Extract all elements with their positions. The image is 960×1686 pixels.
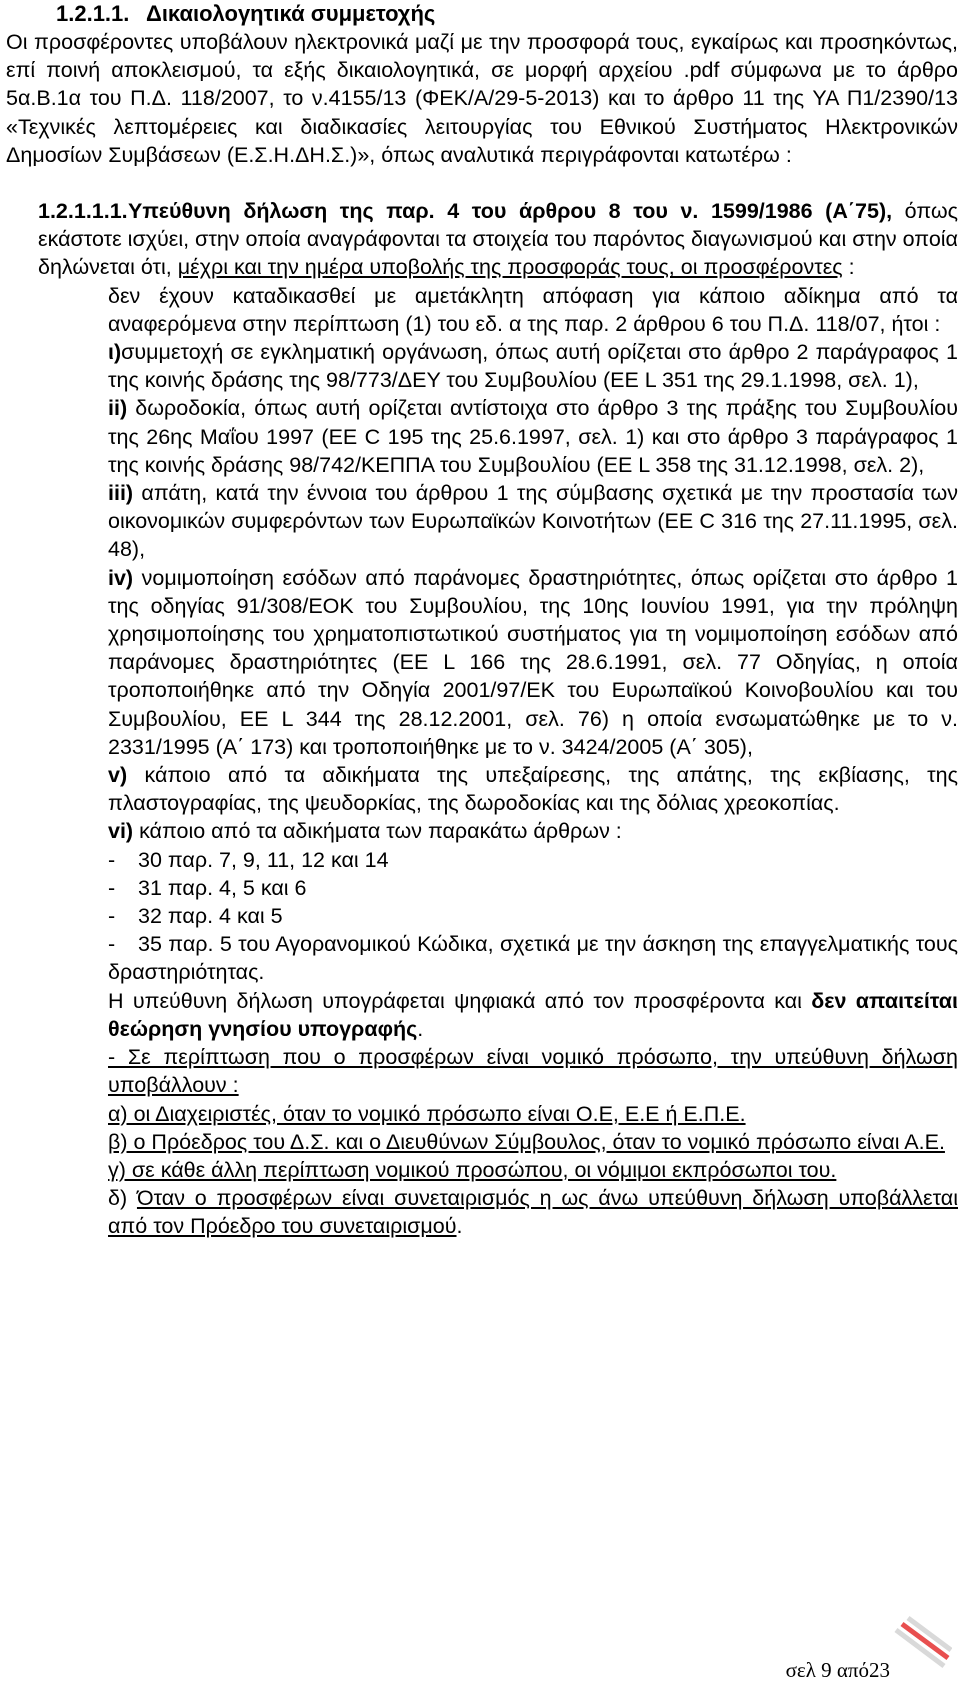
subsection-number: 1.2.1.1.1. bbox=[38, 199, 128, 223]
offence-text: κάποιο από τα αδικήματα των παρακάτω άρθρων : bbox=[133, 819, 622, 844]
article-text: 30 παρ. 7, 9, 11, 12 και 14 bbox=[138, 847, 389, 872]
article-text: 32 παρ. 4 και 5 bbox=[138, 904, 283, 929]
article-item bbox=[108, 874, 958, 902]
offence-label: iv) bbox=[108, 565, 134, 590]
article-text: 31 παρ. 4, 5 και 6 bbox=[138, 875, 307, 900]
subsection-underlined: μέχρι και την ημέρα υποβολής της προσφοράς τους, οι προσφέροντες bbox=[177, 255, 843, 280]
case-underlined: Όταν ο προσφέρων είναι συνεταιρισμός η ως άνω υπεύθυνη δήλωση υποβάλλεται από τον Πρόεδρο του συνεταιρισμού bbox=[108, 1186, 958, 1239]
section-body bbox=[38, 197, 959, 1241]
offence-item bbox=[108, 338, 958, 394]
offence-text: δωροδοκία, όπως αυτή ορίζεται αντίστοιχα στο άρθρο 3 της πράξης του Συμβουλίου της 26ης Μαΐου 1997 (ΕΕ C 195 της 25.6.1997, σελ. 1) και στο άρθρο 3 παράγραφος 1 της κοινής δράσης 98/742/ΚΕΠΠΑ του Συμβουλίου (ΕΕ L 358 της 31.12.1998, σελ. 2), bbox=[108, 396, 958, 477]
offence-text: απάτη, κατά την έννοια του άρθρου 1 της σύμβασης σχετικά με την προστασία των οικονομικών συμφερόντων των Ευρωπαϊκών Κοινοτήτων (ΕΕ C 316 της 27.11.1995, σελ. 48), bbox=[108, 481, 958, 562]
heading-number: 1.2.1.1. bbox=[56, 1, 130, 26]
legal-entity-intro: - Σε περίπτωση που ο προσφέρων είναι νομικό πρόσωπο, την υπεύθυνη δήλωση υποβάλλουν : bbox=[108, 1045, 958, 1098]
offence-label: iii) bbox=[108, 481, 134, 506]
offence-text: συμμετοχή σε εγκληματική οργάνωση, όπως αυτή ορίζεται στο άρθρο 2 παράγραφος 1 της κοινής δράσης της 98/773/ΔΕΥ του Συμβουλίου (ΕΕ L 351 της 29.1.1998, σελ. 1), bbox=[108, 340, 958, 393]
article-item bbox=[108, 930, 958, 986]
signature-text: Η υπεύθυνη δήλωση υπογράφεται ψηφιακά από τον προσφέροντα και bbox=[108, 988, 812, 1013]
subsection-text: όπως εκάστοτε ισχύει, στην οποία αναγράφονται τα στοιχεία του παρόντος διαγωνισμού και στην οποία δηλώνεται ότι, bbox=[38, 199, 958, 280]
intro-paragraph: Οι προσφέροντες υποβάλουν ηλεκτρονικά μαζί με την προσφορά τους, εγκαίρως και προσηκόντως, επί ποινή αποκλεισμού, τα εξής δικαιολογητικά, σε μορφή αρχείου .pdf σύμφωνα με το άρθρο 5α.Β.1α του Π.Δ. 118/2007, το ν.4155/13 (ΦΕΚ/Α/29-5-2013) και το άρθρο 11 της ΥΑ Π1/2390/13 «Τεχνικές λεπτομέρειες και διαδικασίες λειτουργίας του Εθνικού Συστήματος Ηλεκτρονικών Δημοσίων Συμβάσεων (Ε.Σ.Η.ΔΗ.Σ.)», όπως αναλυτικά περιγράφονται κατωτέρω : bbox=[6, 30, 958, 167]
subsection-colon: : bbox=[842, 255, 855, 280]
article-text: 35 παρ. 5 του Αγορανομικού Κώδικα, σχετικά με την άσκηση της επαγγελματικής τους δραστηριότητας. bbox=[108, 932, 958, 985]
article-dash: - bbox=[108, 932, 116, 957]
corner-stripes bbox=[896, 1618, 951, 1666]
declaration-paragraph: δεν έχουν καταδικασθεί με αμετάκλητη απόφαση για κάποιο αδίκημα από τα αναφερόμενα στην περίπτωση (1) του εδ. α της παρ. 2 άρθρου 6 του Π.Δ. 118/07, ήτοι : bbox=[108, 283, 958, 336]
legal-entity-case: α) οι Διαχειριστές, όταν το νομικό πρόσωπο είναι Ο.Ε, Ε.Ε ή Ε.Π.Ε. bbox=[108, 1101, 746, 1126]
article-dash: - bbox=[108, 875, 116, 900]
offence-item bbox=[108, 817, 958, 845]
signature-end: . bbox=[417, 1016, 424, 1041]
article-item bbox=[108, 846, 958, 874]
offence-item bbox=[108, 564, 958, 761]
article-item bbox=[108, 902, 958, 930]
article-dash: - bbox=[108, 847, 116, 872]
page-number: σελ 9 από23 bbox=[785, 1658, 890, 1682]
offence-text: κάποιο από τα αδικήματα της υπεξαίρεσης, της απάτης, της εκβίασης, της πλαστογραφίας, της ψευδορκίας, της δωροδοκίας και της δόλιας χρεοκοπίας. bbox=[108, 763, 958, 816]
offence-text: νομιμοποίηση εσόδων από παράνομες δραστηριότητες, όπως ορίζεται στο άρθρο 1 της οδηγίας 91/308/ΕΟΚ του Συμβουλίου, της 10ης Ιουνίου 1991, για την πρόληψη χρησιμοποίησης του χρηματοπιστωτικού συστήματος για τη νομιμοποίηση εσόδων από παράνομες δραστηριότητες (ΕΕ L 166 της 28.6.1991, σελ. 77 Οδηγίας, η οποία τροποποιήθηκε από την Οδηγία 2001/97/ΕΚ του Ευρωπαϊκού Κοινοβουλίου και του Συμβουλίου, ΕΕ L 344 της 28.12.2001, σελ. 76) η οποία ενσωματώθηκε με το ν. 2331/1995 (Α΄ 173) και τροποποιήθηκε με το ν. 3424/2005 (Α΄ 305), bbox=[108, 565, 958, 759]
offence-label: ii) bbox=[108, 396, 128, 421]
legal-entity-case: γ) σε κάθε άλλη περίπτωση νομικού προσώπου, οι νόμιμοι εκπρόσωποι του. bbox=[108, 1157, 837, 1182]
offence-label: ι) bbox=[108, 340, 122, 365]
case-end: . bbox=[456, 1214, 463, 1239]
subsection-title: Υπεύθυνη δήλωση της παρ. 4 του άρθρου 8 του ν. 1599/1986 (Α΄75), bbox=[128, 199, 893, 223]
offence-item bbox=[108, 394, 958, 479]
case-prefix: δ) bbox=[108, 1186, 137, 1211]
offence-item bbox=[108, 479, 958, 564]
subsection bbox=[38, 197, 958, 282]
article-dash: - bbox=[108, 904, 116, 929]
offence-label: vi) bbox=[108, 819, 134, 844]
signature-bold: δεν απαιτείται θεώρηση γνησίου υπογραφής bbox=[108, 988, 959, 1041]
section-heading bbox=[56, 0, 435, 28]
offence-item bbox=[108, 761, 958, 817]
offence-label: v) bbox=[108, 763, 128, 788]
legal-entity-case: β) ο Πρόεδρος του Δ.Σ. και ο Διευθύνων Σύμβουλος, όταν το νομικό πρόσωπο είναι Α.Ε. bbox=[108, 1129, 945, 1154]
heading-title: Δικαιολογητικά συμμετοχής bbox=[146, 1, 436, 26]
legal-entity-case-cooperative bbox=[108, 1184, 958, 1240]
signature-paragraph bbox=[108, 987, 958, 1043]
page-corner-graphic bbox=[892, 1616, 952, 1668]
